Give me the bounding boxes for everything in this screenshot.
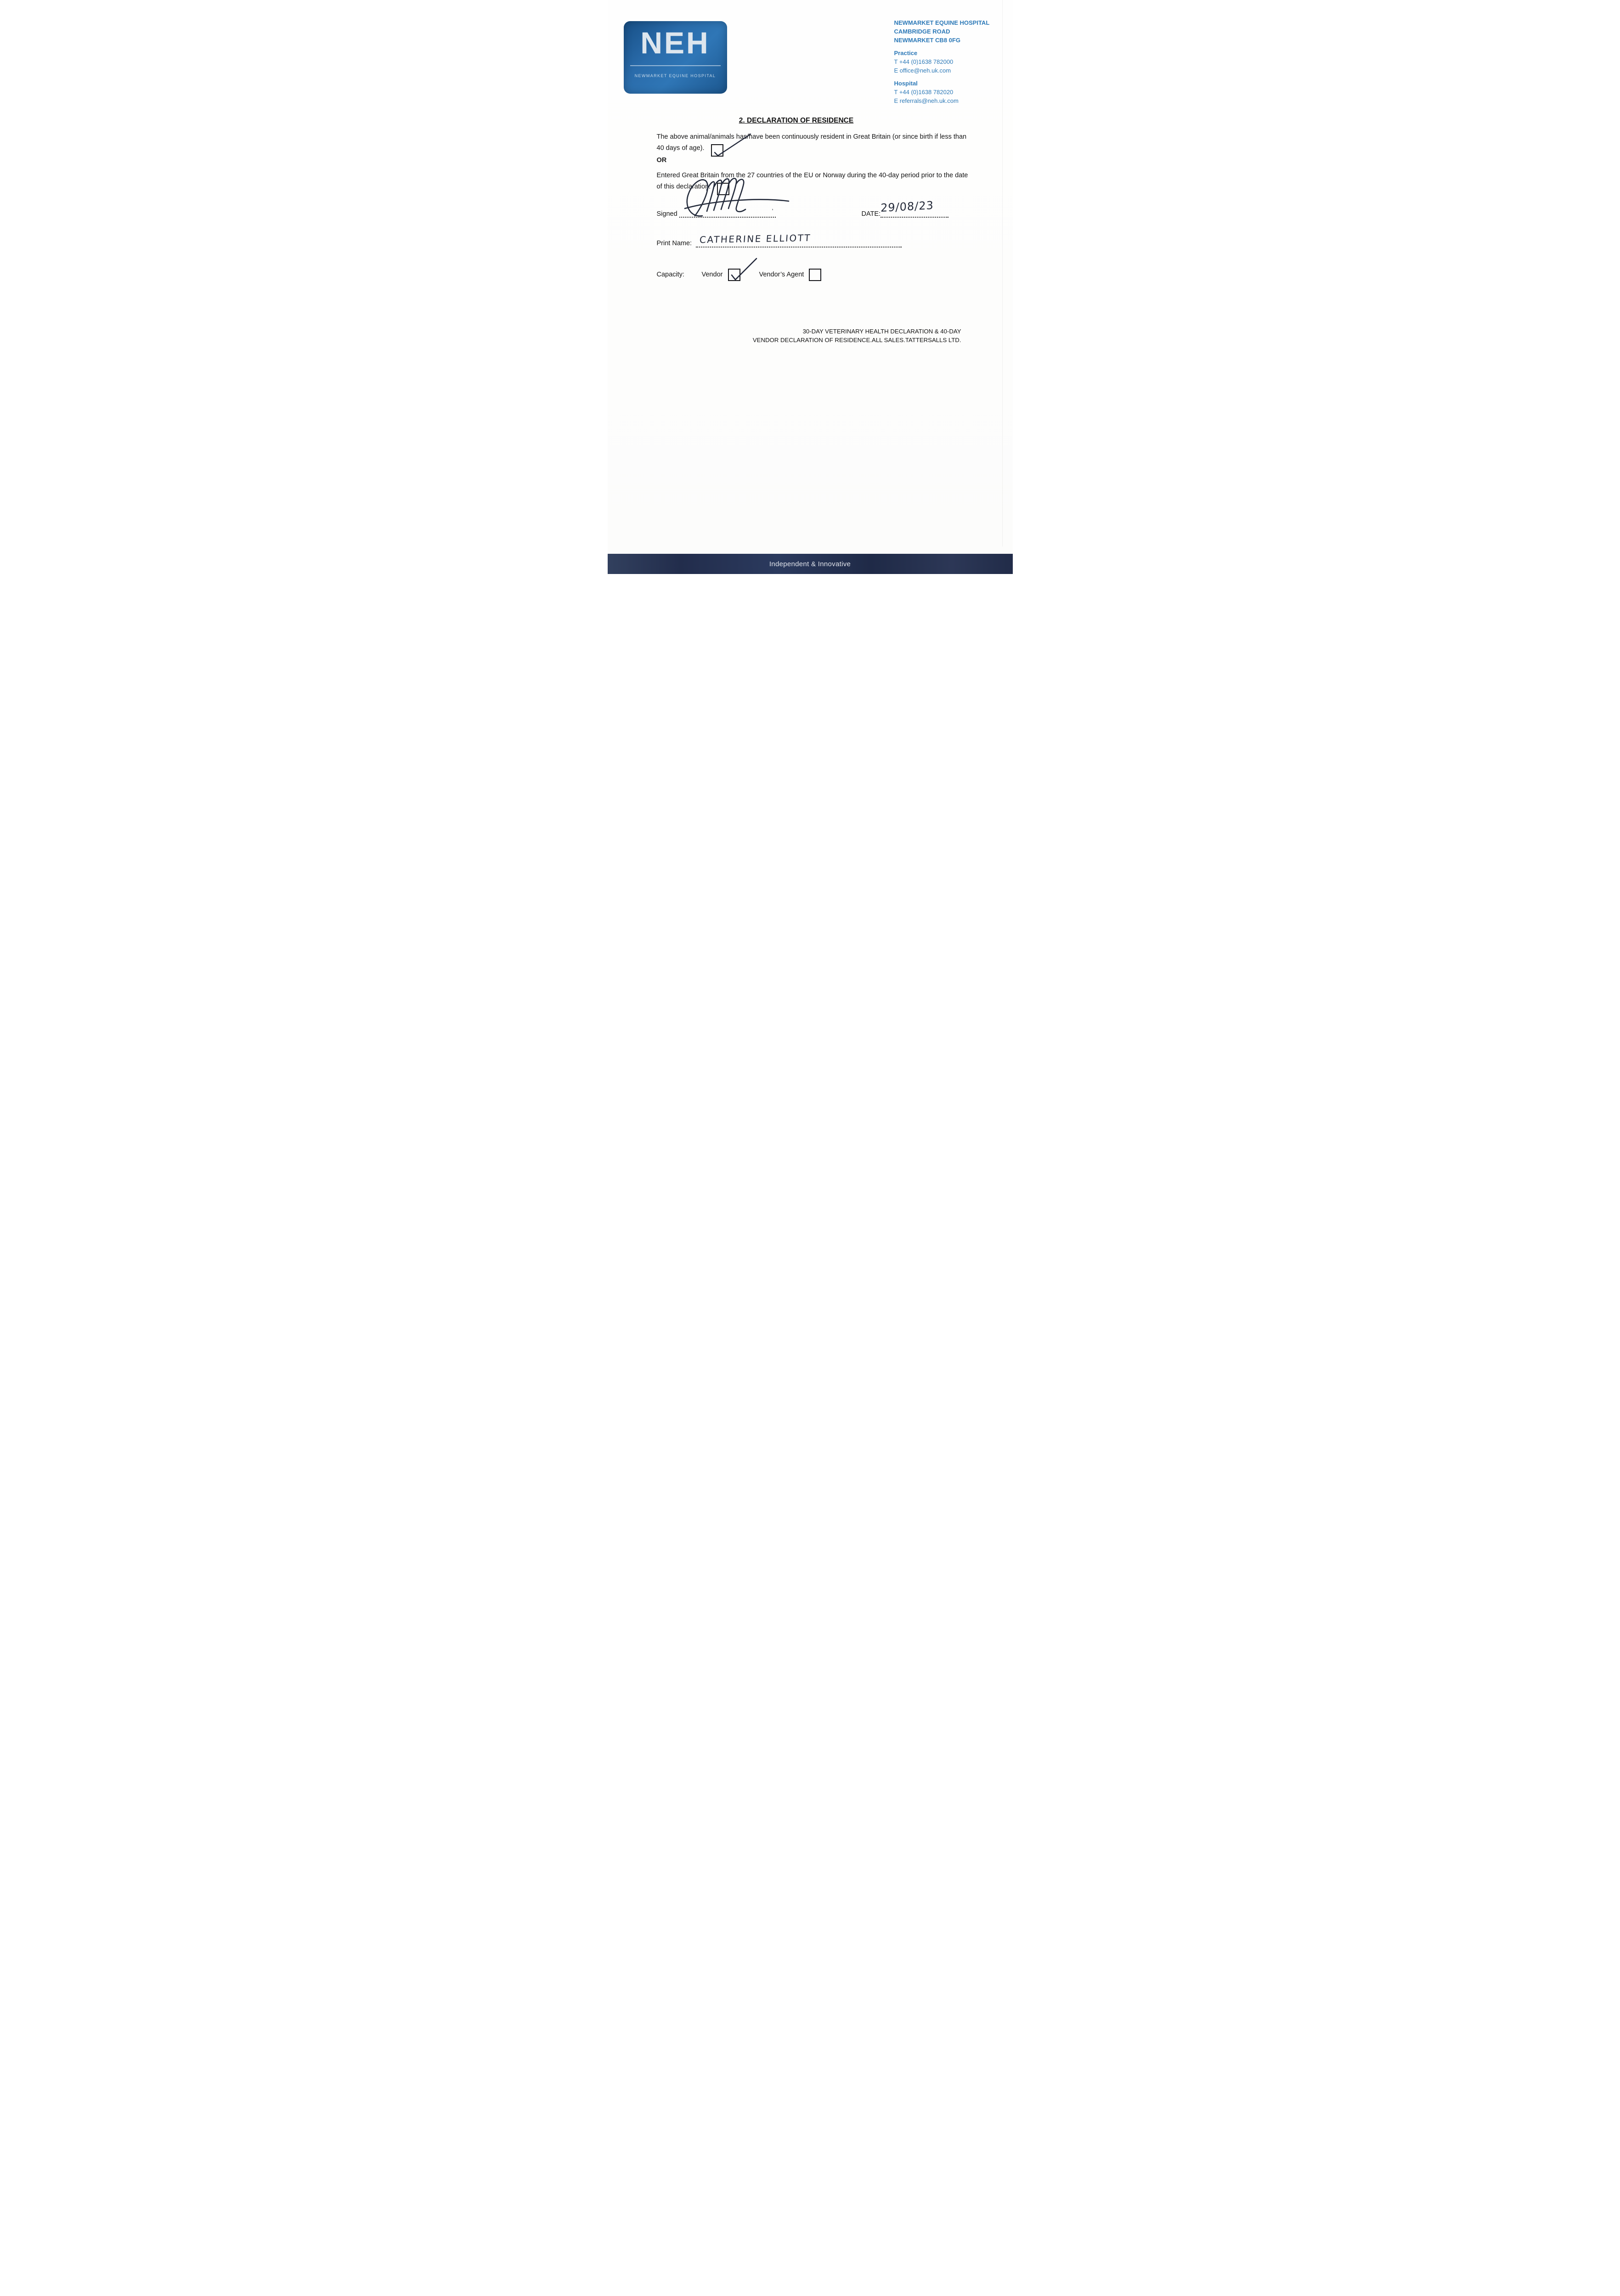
handwritten-print-name: CATHERINE ELLIOTT (699, 232, 812, 246)
note-line-2: VENDOR DECLARATION OF RESIDENCE.ALL SALES.TATTERSALLS LTD. (752, 337, 961, 344)
signature-scribble (673, 174, 815, 221)
address-line: CAMBRIDGE ROAD (894, 28, 950, 35)
neh-logo (624, 21, 727, 94)
practice-label: Practice (894, 50, 918, 56)
hospital-email: E referrals@neh.uk.com (894, 97, 959, 104)
hospital-label: Hospital (894, 80, 918, 87)
sales-declaration-note (723, 327, 961, 344)
date-line[interactable] (881, 217, 948, 218)
pen-mark: ’ (772, 208, 773, 214)
hospital-phone: T +44 (0)1638 782020 (894, 89, 954, 96)
logo-acronym: NEH (640, 26, 710, 60)
capacity-label: Capacity: (656, 271, 684, 278)
resident-gb-checkbox[interactable] (711, 144, 723, 157)
vendor-label: Vendor (701, 271, 723, 278)
practice-email: E office@neh.uk.com (894, 67, 951, 74)
date-label: DATE: (861, 210, 881, 218)
declaration-entered-text: Entered Great Britain from the 27 countries of the EU or Norway during the 40-day period prior to the date of this declaration. (657, 170, 974, 193)
vendors-agent-checkbox[interactable] (809, 269, 821, 281)
handwritten-date: 29/08/23 (880, 198, 934, 215)
handwritten-tick-icon (710, 126, 761, 159)
scan-artifact-line (1002, 0, 1003, 546)
note-line-1: 30-DAY VETERINARY HEALTH DECLARATION & 40-DAY (802, 328, 961, 335)
declaration-resident-text: The above animal/animals has/have been continuously resident in Great Britain (or since birth if less than 40 days of age). (657, 132, 974, 154)
vendors-agent-label: Vendor’s Agent (759, 271, 804, 278)
handwritten-tick-icon (727, 254, 760, 282)
print-name-label: Print Name: (656, 240, 692, 247)
footer-tagline: Independent & Innovative (769, 560, 851, 568)
practice-phone: T +44 (0)1638 782000 (894, 58, 954, 65)
print-name-line[interactable] (696, 247, 902, 248)
contact-block (894, 18, 1005, 105)
document-page (608, 0, 1013, 574)
or-label: OR (656, 157, 667, 164)
address-line: NEWMARKET CB8 0FG (894, 37, 960, 44)
signed-label: Signed (656, 210, 677, 218)
logo-divider-line (630, 65, 721, 66)
footer-bar (608, 554, 1013, 574)
vendor-checkbox[interactable] (728, 269, 740, 281)
logo-caption: NEWMARKET EQUINE HOSPITAL (634, 73, 716, 78)
hospital-contact (894, 79, 1005, 105)
section-heading: 2. DECLARATION OF RESIDENCE (739, 117, 854, 124)
practice-contact (894, 49, 1005, 75)
address-line: NEWMARKET EQUINE HOSPITAL (894, 19, 990, 26)
